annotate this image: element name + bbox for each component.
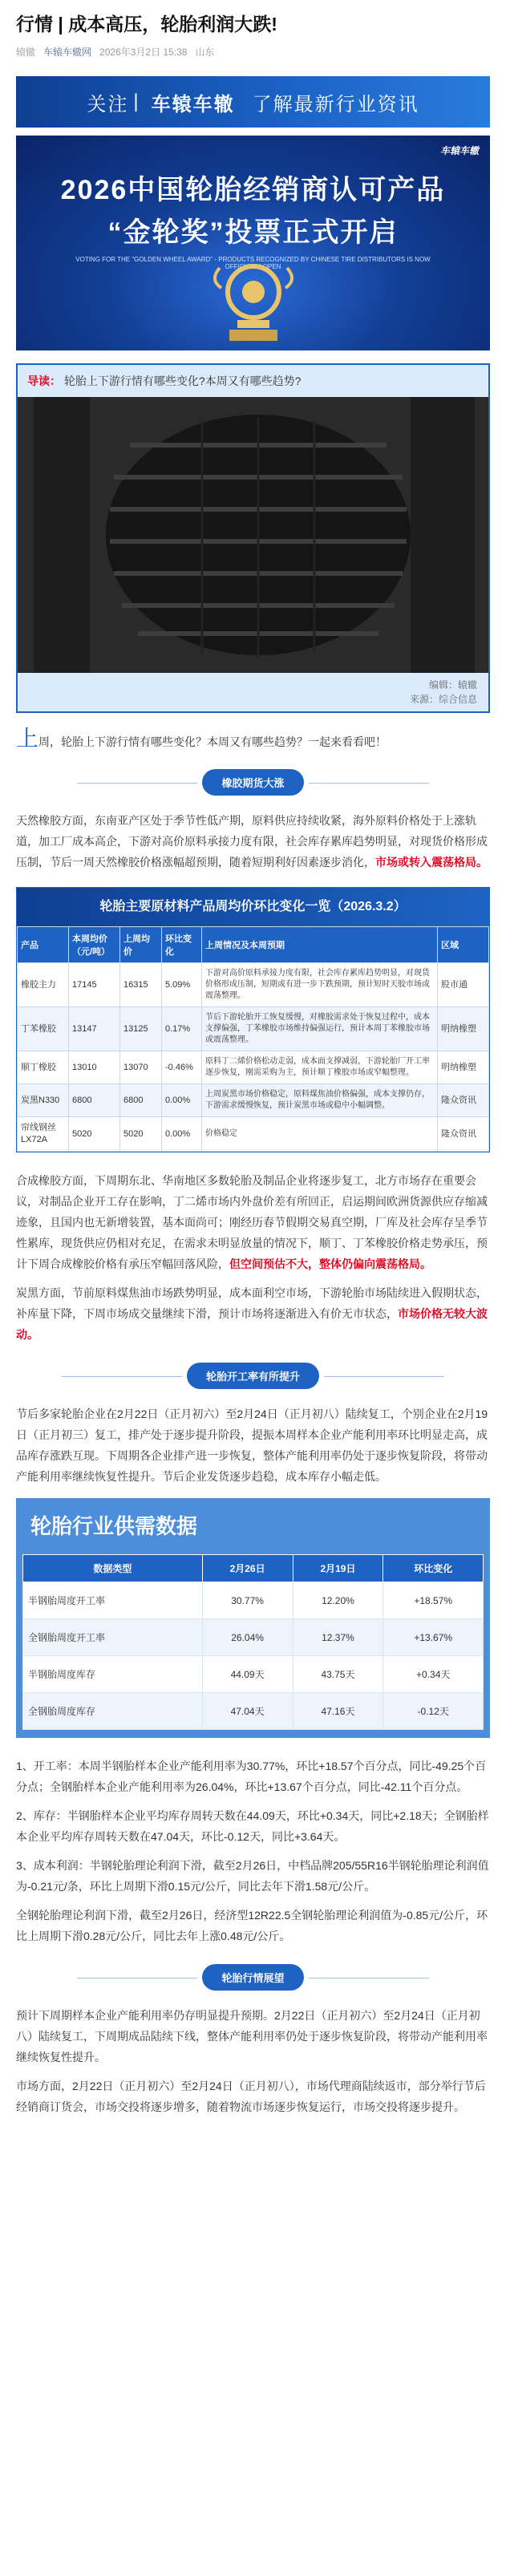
cell: 12.20% bbox=[293, 1582, 383, 1619]
section1-para2-text: 合成橡胶方面，下周期东北、华南地区多数轮胎及制品企业将逐步复工，北方市场存在重要会议，对制品企业开工存在影响，丁二烯市场内外盘价差有所回正，启运期间欧洲货源供应存缩减迹象，且国内也无新增装置，基本面尚可；刚经历春节假期交易真空期，厂库及社会库存呈季节性累库，现货供应仍相对充足，在需求未明显放量的情况下，顺丁、丁苯橡胶价格走势承压，预计下周合成橡胶价格有承压窄幅回落风险， bbox=[16, 1174, 488, 1270]
supply-th: 2月19日 bbox=[293, 1555, 383, 1582]
price-th: 区域 bbox=[438, 927, 489, 963]
supply-table-grid bbox=[22, 1554, 484, 1730]
location: 山东 bbox=[195, 47, 215, 58]
point-profit-semi: 3、成本利润：半钢轮胎理论利润下滑，截至2月26日，中档品牌205/55R16半钢轮胎理论利润值为-0.21元/条，环比上周期下滑0.15元/公斤，同比去年下滑1.58元/公斤。 bbox=[16, 1859, 489, 1893]
cell: 0.17% bbox=[162, 1007, 202, 1051]
section1-para3 bbox=[16, 1282, 490, 1345]
table-row bbox=[18, 1007, 489, 1051]
cell: 6800 bbox=[120, 1084, 162, 1117]
section-pill-operating-rate: 轮胎开工率有所提升 bbox=[187, 1363, 319, 1389]
cell: 13125 bbox=[120, 1007, 162, 1051]
cell: +18.57% bbox=[383, 1582, 484, 1619]
cell: -0.46% bbox=[162, 1051, 202, 1084]
cell: 17145 bbox=[69, 963, 120, 1007]
section1-para2 bbox=[16, 1170, 490, 1274]
tyre-stack-image bbox=[18, 397, 488, 673]
caption-editor: 编辑：辕辙 bbox=[428, 679, 477, 691]
author: 辕辙 bbox=[16, 47, 36, 58]
lead-first-char: 上 bbox=[16, 726, 39, 751]
section1-para1-highlight: 市场或转入震荡格局。 bbox=[375, 856, 488, 869]
cell: 12.37% bbox=[293, 1619, 383, 1656]
table-row bbox=[23, 1693, 484, 1730]
award-subtitle: VOTING FOR THE "GOLDEN WHEEL AWARD" - PRODUCTS RECOGNIZED BY CHINESE TIRE DISTRIBUTORS IS NOW OFFICIALLY OPEN bbox=[75, 256, 431, 270]
supply-table bbox=[16, 1498, 490, 1738]
cell: 股市通 bbox=[438, 963, 489, 1007]
guide-label: 导读： bbox=[27, 375, 61, 387]
section3-para2: 市场方面，2月22日（正月初六）至2月24日（正月初八），市场代理商陆续返市，部分举行节后经销商订货会，市场交投将逐步增多，随着物流市场逐步恢复运行，市场交投将逐步提升。 bbox=[16, 2080, 486, 2113]
supply-th: 环比变化 bbox=[383, 1555, 484, 1582]
account-link[interactable]: 车辕车辙网 bbox=[43, 47, 92, 58]
cell: 半钢胎周度开工率 bbox=[23, 1582, 203, 1619]
cell: 47.04天 bbox=[202, 1693, 293, 1730]
section1-para1-text: 天然橡胶方面，东南亚产区处于季节性低产期，原料供应持续收紧，海外原料价格处于上涨轨道，加工厂成本高企，下游对高价原料承接力度有限，社会库存累库趋势明显，对现货价格形成压制，节后一周天然橡胶价格涨幅超预期，随着短期利好因素逐步消化， bbox=[16, 814, 488, 869]
section1-para2-highlight: 但空间预估不大，整体仍偏向震荡格局。 bbox=[229, 1258, 431, 1270]
cell: 0.00% bbox=[162, 1117, 202, 1152]
cell: 顺丁橡胶 bbox=[18, 1051, 69, 1084]
cell: 全钢胎周度库存 bbox=[23, 1693, 203, 1730]
guide-question: 轮胎上下游行情有哪些变化?本周又有哪些趋势? bbox=[63, 375, 302, 387]
cell: 5.09% bbox=[162, 963, 202, 1007]
cell: 全钢胎周度开工率 bbox=[23, 1619, 203, 1656]
cell: 丁苯橡胶 bbox=[18, 1007, 69, 1051]
section1-para3-text: 炭黑方面，节前原料煤焦油市场跌势明显，成本面利空市场，下游轮胎市场陆续进入假期状态，补库量下降，下周市场成交量继续下滑，预计市场将逐渐进入有价无市状态， bbox=[16, 1286, 488, 1320]
cell: 5020 bbox=[69, 1117, 120, 1152]
caption-source: 来源：综合信息 bbox=[409, 694, 477, 705]
section1-para1 bbox=[16, 810, 490, 873]
cell: 半钢胎周度库存 bbox=[23, 1656, 203, 1693]
cell: 47.16天 bbox=[293, 1693, 383, 1730]
cell: 13010 bbox=[69, 1051, 120, 1084]
table-row bbox=[18, 1051, 489, 1084]
follow-brand: 车辕车辙 bbox=[151, 93, 235, 115]
price-th: 本周均价（元/吨） bbox=[69, 927, 120, 963]
cell: 价格稳定 bbox=[202, 1117, 438, 1152]
guide-box bbox=[16, 363, 490, 713]
section2-para: 节后多家轮胎企业在2月22日（正月初六）至2月24日（正月初八）陆续复工，个别企业在2月19日（正月初三）复工，排产处于逐步提升阶段，提振本周样本企业产能利用率环比明显走高，成品库存涨跌互现。下周期各企业排产进一步恢复，整体产能利用率仍处于逐步恢复阶段，将带动产能利用率继续恢复性提升。节后企业发货逐步趋稳，成本库存小幅走低。 bbox=[16, 1407, 488, 1483]
cell: 13070 bbox=[120, 1051, 162, 1084]
cell: 橡胶主力 bbox=[18, 963, 69, 1007]
article-title: 行情 | 成本高压，轮胎利润大跌! bbox=[16, 14, 277, 34]
cell: 下游对高价原料承接力度有限，社会库存累库趋势明显，对现货价格形成压制，短期或有进一步下跌预期，预计短时天胶市场或震荡整理。 bbox=[202, 963, 438, 1007]
cell: 原料丁二烯价格松动走弱，成本面支撑减弱，下游轮胎厂开工率逐步恢复，刚需采购为主，预计顺丁橡胶市场或窄幅整理。 bbox=[202, 1051, 438, 1084]
cell: 隆众资讯 bbox=[438, 1117, 489, 1152]
price-th: 上周均价 bbox=[120, 927, 162, 963]
cell: 炭黑N330 bbox=[18, 1084, 69, 1117]
cell: 明纳橡塑 bbox=[438, 1007, 489, 1051]
cell: +13.67% bbox=[383, 1619, 484, 1656]
cell: 13147 bbox=[69, 1007, 120, 1051]
cell: 26.04% bbox=[202, 1619, 293, 1656]
cell: 16315 bbox=[120, 963, 162, 1007]
trophy-icon bbox=[205, 256, 302, 344]
guide-question-bar bbox=[18, 365, 488, 397]
price-th: 环比变化 bbox=[162, 927, 202, 963]
section-pill-futures: 橡胶期货大涨 bbox=[202, 769, 303, 796]
cell: 节后下游轮胎开工恢复缓慢，对橡胶需求处于恢复过程中，成本支撑偏强，丁苯橡胶市场维持偏强运行，预计本周丁苯橡胶市场或震荡整理。 bbox=[202, 1007, 438, 1051]
table-row bbox=[18, 1084, 489, 1117]
cell: +0.34天 bbox=[383, 1656, 484, 1693]
tyre-photo bbox=[18, 397, 488, 673]
award-line2: “金轮奖”投票正式开启 bbox=[107, 217, 399, 248]
award-banner[interactable] bbox=[16, 136, 490, 350]
award-line1: 2026中国轮胎经销商认可产品 bbox=[60, 175, 446, 205]
supply-th: 数据类型 bbox=[23, 1555, 203, 1582]
cell: 5020 bbox=[120, 1117, 162, 1152]
cell: -0.12天 bbox=[383, 1693, 484, 1730]
cell: 44.09天 bbox=[202, 1656, 293, 1693]
point-operating-rate: 1、开工率：本周半钢胎样本企业产能利用率为30.77%，环比+18.57个百分点，同比-49.25个百分点；全钢胎样本企业产能利用率为26.04%，环比+13.67个百分点，同比-42.11个百分点。 bbox=[16, 1760, 487, 1793]
cell: 明纳橡塑 bbox=[438, 1051, 489, 1084]
price-th: 产品 bbox=[18, 927, 69, 963]
table-row bbox=[18, 1117, 489, 1152]
supply-th: 2月26日 bbox=[202, 1555, 293, 1582]
table-row bbox=[18, 963, 489, 1007]
cell: 30.77% bbox=[202, 1582, 293, 1619]
cell: 6800 bbox=[69, 1084, 120, 1117]
price-table-title: 轮胎主要原材料产品周均价环比变化一览（2026.3.2） bbox=[17, 888, 489, 926]
point-inventory: 2、库存：半钢胎样本企业平均库存周转天数在44.09天，环比+0.34天，同比+2.18天；全钢胎样本企业平均库存周转天数在47.04天，环比-0.12天，同比+3.64天。 bbox=[16, 1809, 489, 1843]
follow-banner[interactable]: 关注 | 车辕车辙 了解最新行业资讯 bbox=[16, 76, 490, 128]
table-row bbox=[23, 1582, 484, 1619]
table-row bbox=[23, 1656, 484, 1693]
guide-caption bbox=[18, 673, 488, 711]
lead-paragraph bbox=[16, 726, 490, 751]
supply-table-title: 轮胎行业供需数据 bbox=[30, 1514, 198, 1538]
follow-left: 关注 bbox=[87, 93, 129, 115]
cell: 隆众资讯 bbox=[438, 1084, 489, 1117]
cell: 0.00% bbox=[162, 1084, 202, 1117]
price-table-grid bbox=[17, 926, 489, 1152]
lead-text: 周，轮胎上下游行情有哪些变化？本周又有哪些趋势？一起来看看吧！ bbox=[38, 735, 387, 748]
price-th: 上周情况及本周预期 bbox=[202, 927, 438, 963]
price-table bbox=[16, 887, 490, 1152]
section3-para1: 预计下周期样本企业产能利用率仍存明显提升预期。2月22日（正月初六）至2月24日（正月初八）陆续复工，下周期成品陆续下线，整体产能利用率仍处于逐步恢复阶段，将带动产能利用率继续恢复性提升。 bbox=[16, 2009, 488, 2064]
publish-date: 2026年3月2日 15:38 bbox=[99, 47, 188, 58]
section1-para3-highlight: 市场价格无较大波动。 bbox=[16, 1307, 488, 1341]
award-brand: 车辕车辙 bbox=[439, 145, 479, 156]
follow-right: 了解最新行业资讯 bbox=[252, 93, 419, 115]
cell: 帘线钢丝LX72A bbox=[18, 1117, 69, 1152]
article-meta bbox=[16, 45, 490, 59]
point-profit-all-steel: 全钢轮胎理论利润下滑，截至2月26日，经济型12R22.5全钢轮胎理论利润值为-0.85元/公斤，环比上周期下滑0.28元/公斤，同比去年上涨0.48元/公斤。 bbox=[16, 1909, 488, 1942]
cell: 43.75天 bbox=[293, 1656, 383, 1693]
table-row bbox=[23, 1619, 484, 1656]
section-pill-outlook: 轮胎行情展望 bbox=[202, 1964, 303, 1991]
cell: 上周炭黑市场价格稳定，原料煤焦油价格偏强，成本支撑仍存，下游需求缓慢恢复，预计炭黑市场或稳中小幅调整。 bbox=[202, 1084, 438, 1117]
